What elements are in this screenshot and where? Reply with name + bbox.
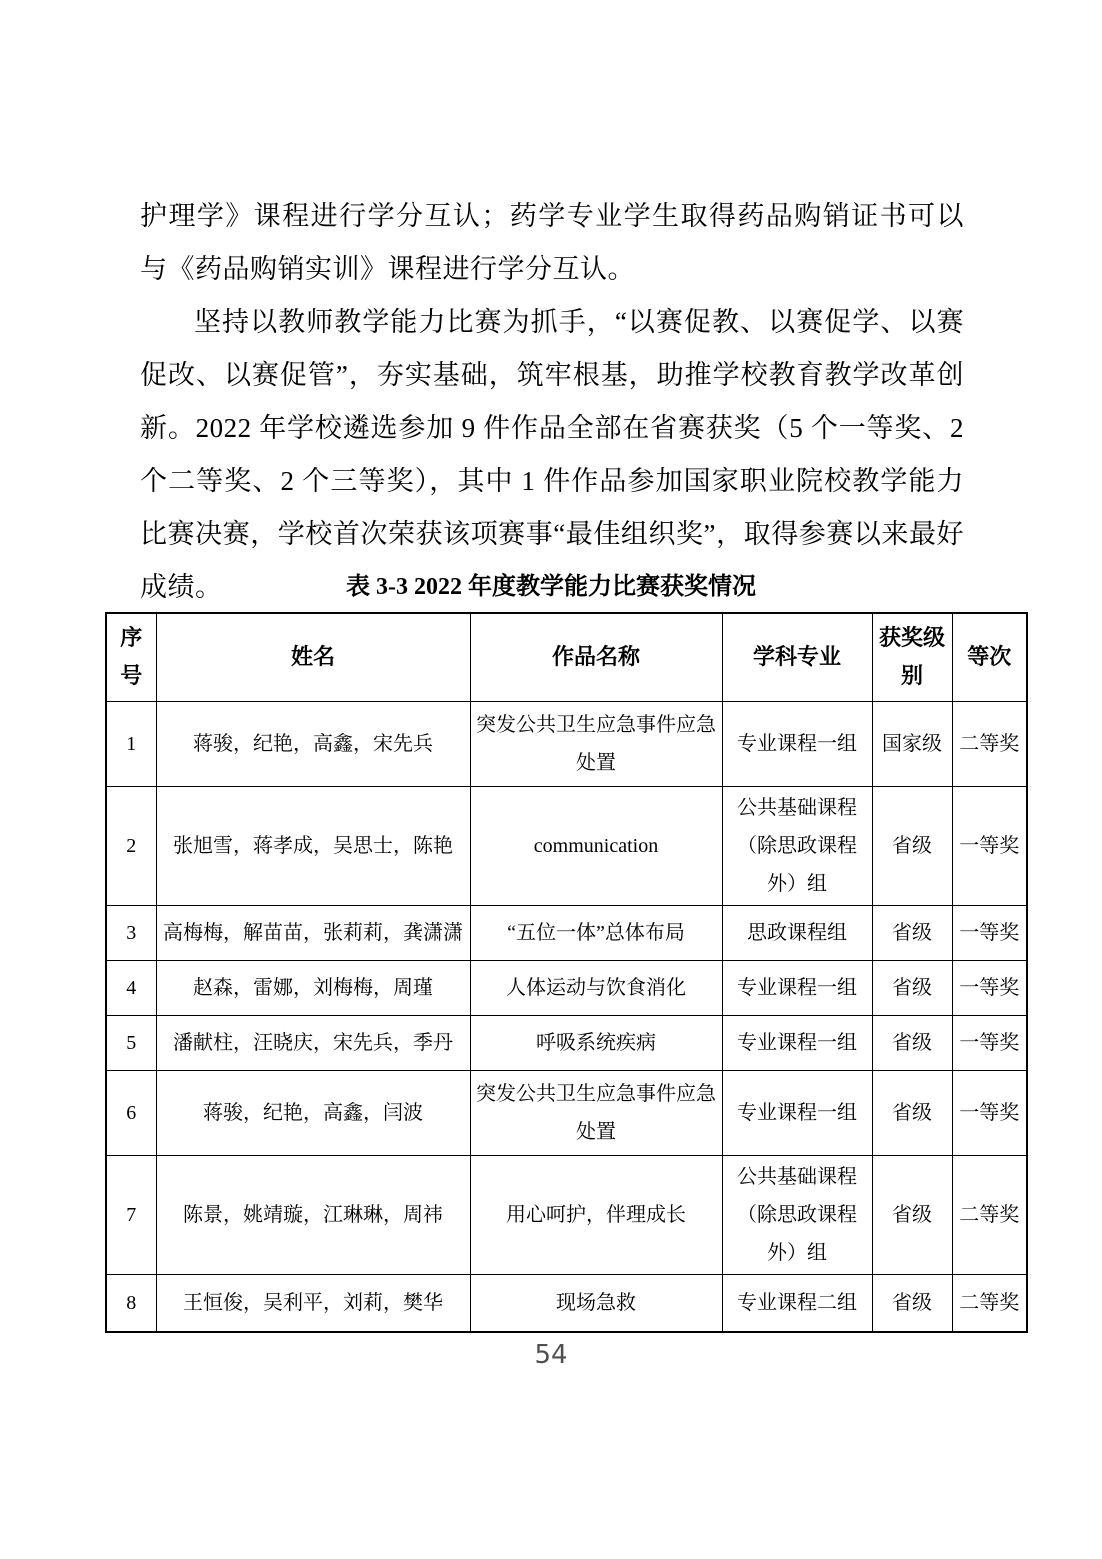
cell-subject: 公共基础课程（除思政课程外）组 [722,1155,872,1274]
table-row [106,960,1027,1015]
cell-names: 蒋骏，纪艳，高鑫，宋先兵 [156,701,470,786]
cell-rank: 一等奖 [952,786,1027,905]
cell-subject: 公共基础课程（除思政课程外）组 [722,786,872,905]
cell-level: 国家级 [872,701,952,786]
cell-subject: 思政课程组 [722,905,872,960]
cell-index: 3 [106,905,156,960]
table-row [106,905,1027,960]
cell-rank: 一等奖 [952,1070,1027,1155]
table-row [106,1015,1027,1070]
header-names: 姓名 [156,613,470,701]
cell-index: 8 [106,1274,156,1332]
header-row [106,613,1027,701]
cell-subject: 专业课程一组 [722,701,872,786]
cell-subject: 专业课程一组 [722,1015,872,1070]
table-row [106,1274,1027,1332]
cell-names: 潘献柱，汪晓庆，宋先兵，季丹 [156,1015,470,1070]
cell-level: 省级 [872,1070,952,1155]
cell-level: 省级 [872,1274,952,1332]
cell-work: 突发公共卫生应急事件应急处置 [470,1070,722,1155]
cell-work: 呼吸系统疾病 [470,1015,722,1070]
header-subject: 学科专业 [722,613,872,701]
cell-work: 突发公共卫生应急事件应急处置 [470,701,722,786]
paragraph-competition: 坚持以教师教学能力比赛为抓手，“以赛促教、以赛促学、以赛促改、以赛促管”，夯实基础，筑牢根基，助推学校教育教学改革创新。2022 年学校遴选参加 9 件作品全部在省赛获奖（5 个一等奖、2 个二等奖、2 个三等奖），其中 1 件作品参加国家职业院校教学能力比赛决赛，学校首次荣获该项赛事“最佳组织奖”，取得参赛以来最好成绩。 [140,307,964,602]
cell-level: 省级 [872,1155,952,1274]
cell-rank: 一等奖 [952,960,1027,1015]
table-row [106,1070,1027,1155]
cell-level: 省级 [872,1015,952,1070]
cell-names: 高梅梅，解苗苗，张莉莉，龚潇潇 [156,905,470,960]
table-row [106,701,1027,786]
cell-work: communication [470,786,722,905]
cell-work: 用心呵护，伴理成长 [470,1155,722,1274]
cell-index: 1 [106,701,156,786]
table-row [106,786,1027,905]
awards-table [105,612,1028,1333]
cell-names: 陈景，姚靖璇，江琳琳，周祎 [156,1155,470,1274]
body-text [140,190,964,614]
cell-subject: 专业课程二组 [722,1274,872,1332]
cell-work: 现场急救 [470,1274,722,1332]
cell-rank: 二等奖 [952,701,1027,786]
cell-index: 6 [106,1070,156,1155]
cell-level: 省级 [872,960,952,1015]
cell-names: 蒋骏，纪艳，高鑫，闫波 [156,1070,470,1155]
cell-names: 张旭雪，蒋孝成，吴思士，陈艳 [156,786,470,905]
cell-subject: 专业课程一组 [722,1070,872,1155]
cell-rank: 一等奖 [952,1015,1027,1070]
table-title: 表 3-3 2022 年度教学能力比赛获奖情况 [346,574,756,600]
header-rank: 等次 [952,613,1027,701]
cell-names: 王恒俊，吴利平，刘莉，樊华 [156,1274,470,1332]
cell-rank: 二等奖 [952,1274,1027,1332]
table-header [106,613,1027,701]
cell-names: 赵森，雷娜，刘梅梅，周瑾 [156,960,470,1015]
table-row [106,1155,1027,1274]
paragraph-continuation: 护理学》课程进行学分互认；药学专业学生取得药品购销证书可以与《药品购销实训》课程进行学分互认。 [140,201,964,284]
header-work: 作品名称 [470,613,722,701]
table-body [106,701,1027,1332]
cell-index: 5 [106,1015,156,1070]
page-number: 54 [534,1340,568,1370]
cell-index: 7 [106,1155,156,1274]
cell-rank: 一等奖 [952,905,1027,960]
cell-level: 省级 [872,786,952,905]
header-index: 序号 [106,613,156,701]
cell-work: “五位一体”总体布局 [470,905,722,960]
cell-work: 人体运动与饮食消化 [470,960,722,1015]
cell-level: 省级 [872,905,952,960]
cell-rank: 二等奖 [952,1155,1027,1274]
cell-index: 2 [106,786,156,905]
header-level: 获奖级别 [872,613,952,701]
cell-subject: 专业课程一组 [722,960,872,1015]
cell-index: 4 [106,960,156,1015]
